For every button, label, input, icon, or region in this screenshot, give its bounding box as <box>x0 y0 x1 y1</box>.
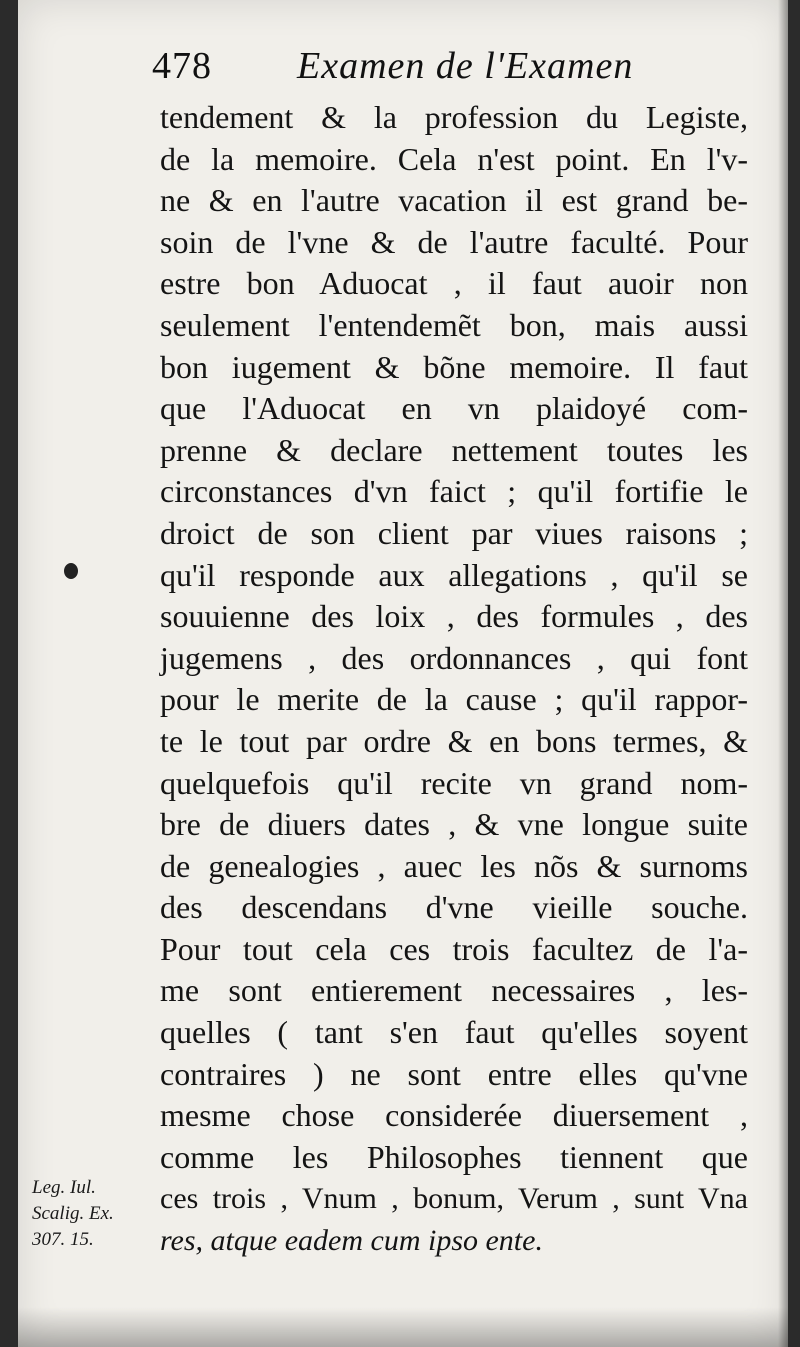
text-line: tendement & la profession du Legiste, <box>160 99 748 135</box>
text-line: seulement l'entendemẽt bon, mais aussi <box>160 306 748 343</box>
text-line: qu'il responde aux allegations , qu'il se <box>160 556 748 593</box>
text-line: de la memoire. Cela n'est point. En l'v- <box>160 140 748 177</box>
margin-note-line: 307. 15. <box>32 1229 94 1250</box>
text-line: que l'Aduocat en vn plaidoyé com- <box>160 390 748 427</box>
text-line: droict de son client par viues raisons ; <box>160 514 748 551</box>
text-line: contraires ) ne sont entre elles qu'vne <box>160 1055 748 1092</box>
text-line: ne & en l'autre vacation il est grand be- <box>160 182 748 219</box>
text-line: quelquefois qu'il recite vn grand nom- <box>160 764 748 801</box>
text-line: comme les Philosophes tiennent que <box>160 1138 748 1175</box>
ink-blot <box>64 563 78 579</box>
page-bottom-shadow <box>18 1307 788 1347</box>
text-line: soin de l'vne & de l'autre faculté. Pour <box>160 223 748 260</box>
running-title: Examen de l'Examen <box>297 45 634 87</box>
page-number: 478 <box>152 45 212 87</box>
text-line: bon iugement & bõne memoire. Il faut <box>160 348 748 385</box>
margin-note-line: Leg. Iul. <box>32 1177 96 1198</box>
text-line: pour le merite de la cause ; qu'il rappor- <box>160 681 748 718</box>
margin-note <box>32 1175 157 1253</box>
text-line: souuienne des loix , des formules , des <box>160 598 748 635</box>
running-head <box>152 44 692 92</box>
text-line: prenne & declare nettement toutes les <box>160 431 748 468</box>
text-line: te le tout par ordre & en bons termes, & <box>160 722 748 759</box>
body-text <box>160 97 760 1262</box>
text-line: circonstances d'vn faict ; qu'il fortifie le <box>160 473 748 510</box>
margin-note-line: Scalig. Ex. <box>32 1203 114 1224</box>
text-line: des descendans d'vne vieille souche. <box>160 889 748 926</box>
text-line: Pour tout cela ces trois facultez de l'a- <box>160 930 748 967</box>
text-line-latin-last: res, atque eadem cum ipso ente. <box>160 1224 543 1258</box>
text-line-latin: ces trois , Vnum , bonum, Verum , sunt Vna <box>160 1182 748 1216</box>
text-line: me sont entierement necessaires , les- <box>160 972 748 1009</box>
text-line: jugemens , des ordonnances , qui font <box>160 639 748 676</box>
text-line: mesme chose considerée diuersement , <box>160 1097 748 1134</box>
text-line: bre de diuers dates , & vne longue suite <box>160 806 748 843</box>
page-edge-shadow <box>778 0 788 1347</box>
text-line: de genealogies , auec les nõs & surnoms <box>160 847 748 884</box>
text-line: quelles ( tant s'en faut qu'elles soyent <box>160 1014 748 1051</box>
text-line: estre bon Aduocat , il faut auoir non <box>160 265 748 302</box>
